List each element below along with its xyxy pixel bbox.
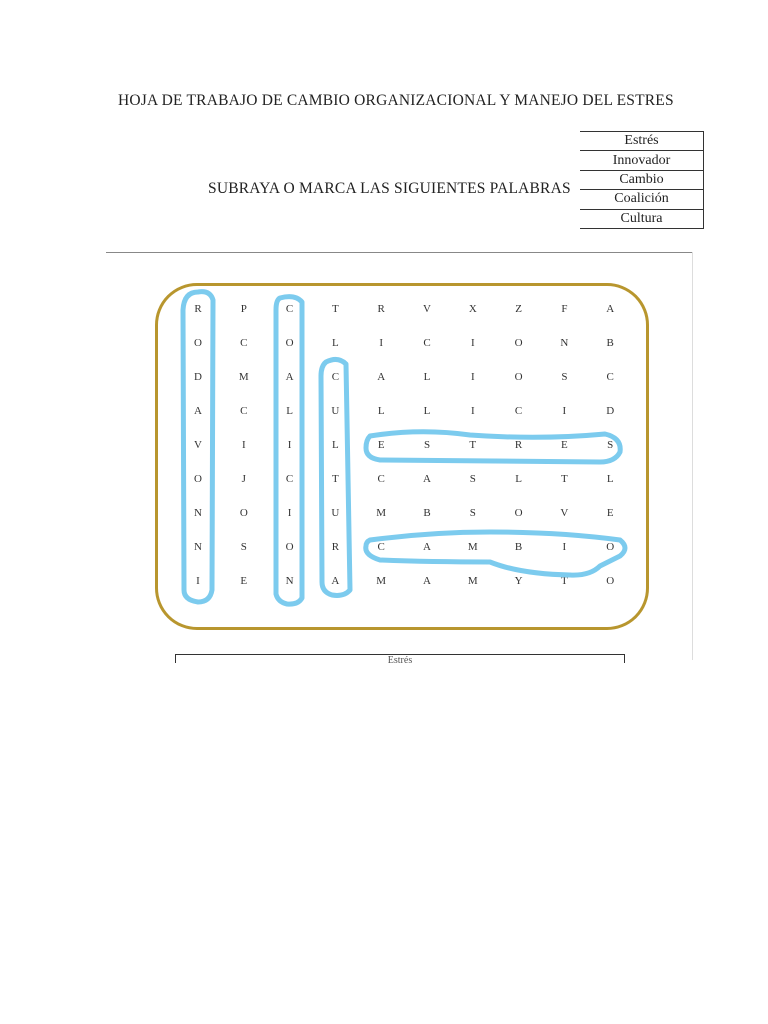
grid-letter: V xyxy=(194,439,202,451)
grid-letter: E xyxy=(606,507,614,519)
word-list-cell: Cultura xyxy=(580,209,704,228)
grid-letter: I xyxy=(287,507,292,519)
instruction-text: SUBRAYA O MARCA LAS SIGUIENTES PALABRAS xyxy=(208,180,571,197)
grid-letter: A xyxy=(606,303,615,315)
grid-letter: N xyxy=(285,575,294,587)
grid-letter: O xyxy=(285,337,294,349)
grid-letter: N xyxy=(194,541,202,553)
grid-letter: R xyxy=(514,439,523,451)
grid-letter: M xyxy=(467,575,478,587)
grid-letter: D xyxy=(194,371,202,383)
grid-letter: I xyxy=(287,439,292,451)
grid-letter: L xyxy=(286,405,293,417)
grid-letter: C xyxy=(514,405,523,417)
grid-letter: O xyxy=(194,337,202,349)
grid-letter: C xyxy=(377,541,385,553)
grid-letter: A xyxy=(377,371,386,383)
highlight-column-1 xyxy=(183,292,213,602)
grid-letter: I xyxy=(562,405,567,417)
grid-letter: S xyxy=(423,439,431,451)
grid-letter: C xyxy=(285,473,294,485)
grid-letter: I xyxy=(470,371,475,383)
grid-letter: N xyxy=(560,337,569,349)
grid-letter: I xyxy=(470,337,475,349)
grid-letter: T xyxy=(332,303,339,315)
grid-letter: B xyxy=(423,507,431,519)
grid-letter: X xyxy=(468,303,477,315)
word-list-cell: Estrés xyxy=(580,132,704,151)
grid-letter: E xyxy=(561,439,568,451)
grid-letter: F xyxy=(561,303,568,315)
grid-letter: R xyxy=(377,303,385,315)
grid-letter: A xyxy=(194,405,202,417)
grid-letter: A xyxy=(331,575,340,587)
grid-letter: M xyxy=(376,507,387,519)
page-title: HOJA DE TRABAJO DE CAMBIO ORGANIZACIONAL Y MANEJO DEL ESTRES xyxy=(118,92,674,109)
grid-letter: S xyxy=(607,439,614,451)
grid-letter: L xyxy=(332,439,339,451)
grid-letter: B xyxy=(514,541,523,553)
grid-letter: S xyxy=(240,541,247,553)
grid-letter: C xyxy=(285,303,294,315)
grid-letter: I xyxy=(196,575,200,587)
grid-letter: C xyxy=(423,337,431,349)
bottom-table-cell: Estrés xyxy=(387,655,413,663)
grid-letter: L xyxy=(332,337,339,349)
grid-letter: O xyxy=(194,473,202,485)
grid-letter: M xyxy=(238,371,249,383)
grid-letter: A xyxy=(423,575,431,587)
grid-letter: O xyxy=(606,541,615,553)
grid-letter: B xyxy=(606,337,614,349)
grid-letter: I xyxy=(562,541,567,553)
grid-letter: Z xyxy=(515,303,522,315)
highlight-cambio xyxy=(366,532,625,575)
grid-letter: E xyxy=(377,439,385,451)
grid-letter: P xyxy=(240,303,247,315)
grid-letter: O xyxy=(514,371,523,383)
grid-letter: J xyxy=(241,473,246,485)
grid-letter: M xyxy=(467,541,478,553)
grid-letter: I xyxy=(241,439,246,451)
highlight-estres xyxy=(366,432,620,462)
grid-letter: L xyxy=(377,405,385,417)
grid-letter: T xyxy=(332,473,339,485)
grid-letter: C xyxy=(377,473,385,485)
highlight-cultura xyxy=(321,359,350,595)
word-list-cell: Cambio xyxy=(580,170,704,189)
grid-letter: S xyxy=(469,507,476,519)
grid-letter: V xyxy=(560,507,569,519)
grid-letter: S xyxy=(469,473,476,485)
highlight-coalicion xyxy=(276,297,302,604)
grid-letter: L xyxy=(423,371,431,383)
grid-letter: T xyxy=(469,439,477,451)
grid-letter: L xyxy=(606,473,614,485)
grid-letter: Y xyxy=(514,575,523,587)
grid-letter: I xyxy=(470,405,475,417)
grid-letter: C xyxy=(240,405,248,417)
grid-letter: N xyxy=(194,507,202,519)
grid-letter: E xyxy=(240,575,248,587)
grid-letter: U xyxy=(331,405,340,417)
grid-letter: I xyxy=(379,337,384,349)
bottom-table-partial xyxy=(175,654,625,663)
grid-letter: O xyxy=(239,507,248,519)
grid-letter: O xyxy=(285,541,294,553)
grid-letter: L xyxy=(515,473,522,485)
grid-letter: R xyxy=(331,541,340,553)
word-list-cell: Innovador xyxy=(580,151,704,170)
grid-letter: C xyxy=(606,371,614,383)
grid-letter: S xyxy=(561,371,568,383)
grid-letter: V xyxy=(423,303,431,315)
grid-letter: O xyxy=(514,337,523,349)
grid-letter: U xyxy=(331,507,340,519)
grid-letter: L xyxy=(423,405,431,417)
grid-letter: A xyxy=(423,541,431,553)
grid-letter: C xyxy=(240,337,248,349)
word-list-cell: Coalición xyxy=(580,190,704,209)
grid-letter: M xyxy=(376,575,387,587)
grid-letter: A xyxy=(423,473,431,485)
grid-letter: A xyxy=(285,371,294,383)
grid-letter: C xyxy=(331,371,340,383)
grid-letter: T xyxy=(561,575,568,587)
grid-letter: R xyxy=(194,303,202,315)
grid-letter: O xyxy=(606,575,615,587)
grid-letter: O xyxy=(514,507,523,519)
grid-letter: T xyxy=(561,473,568,485)
grid-letter: D xyxy=(606,405,615,417)
